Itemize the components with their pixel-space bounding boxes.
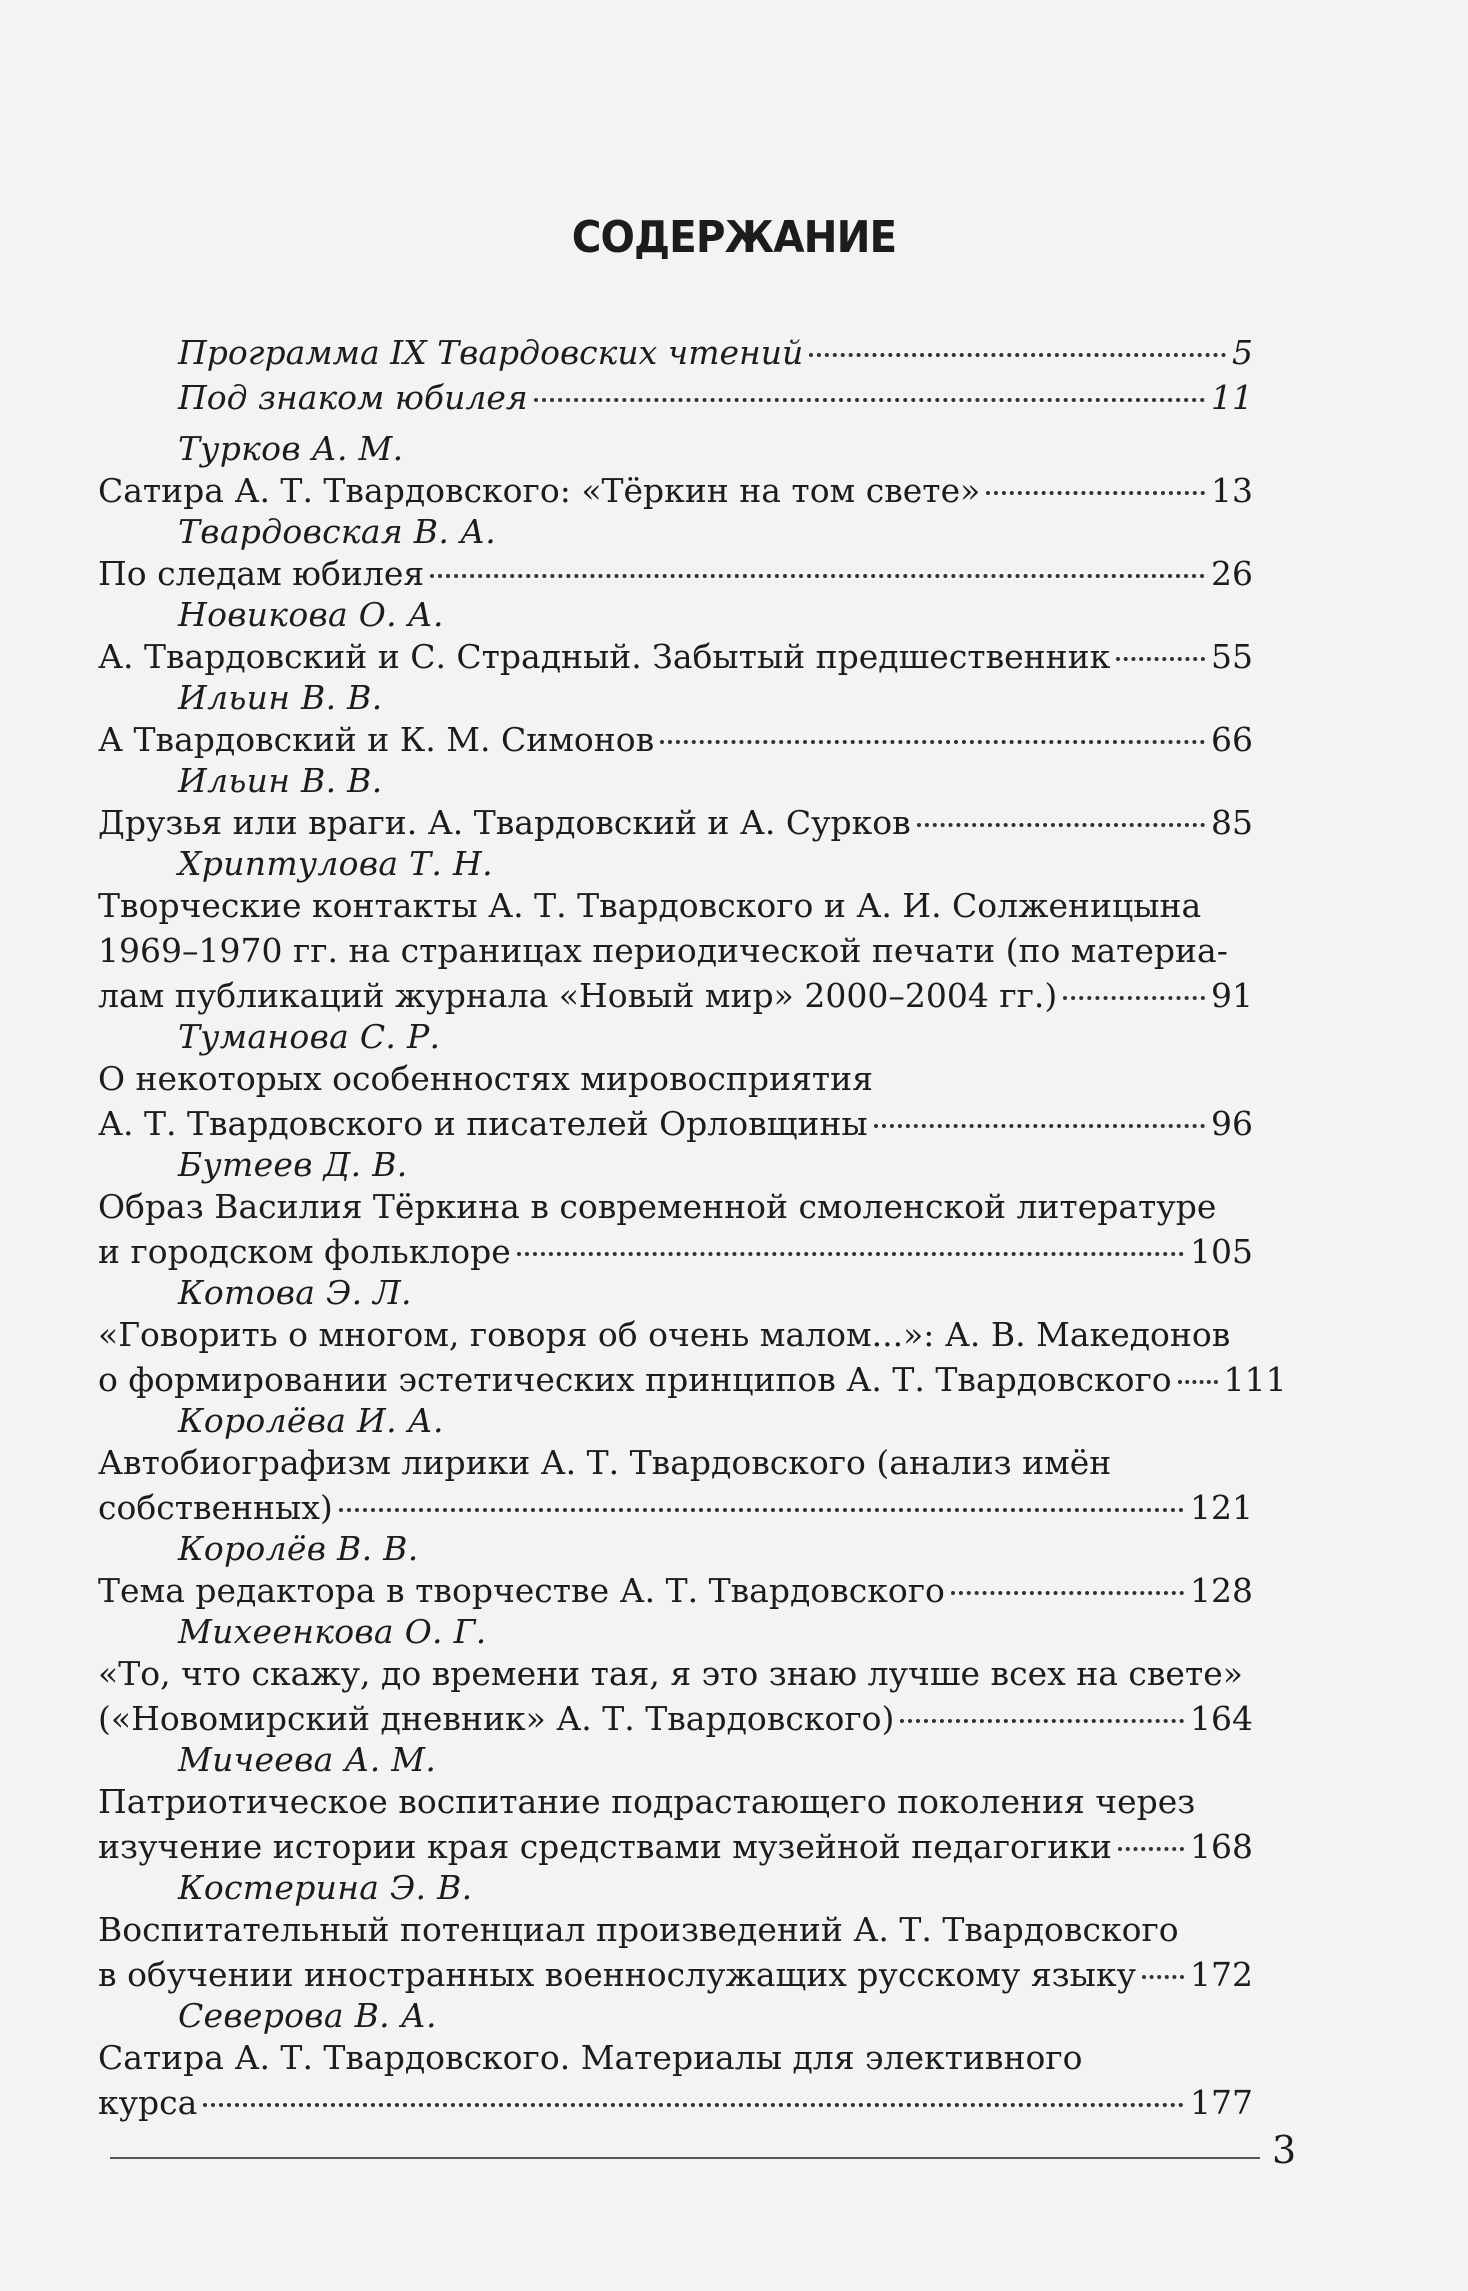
entry-page: 105 xyxy=(1190,1232,1253,1271)
entry-title-line: Патриотическое воспитание подрастающего поколения через xyxy=(98,1782,1196,1821)
entry-title: («Новомирский дневник» А. Т. Твардовского) xyxy=(98,1699,895,1738)
entry-title-line: «То, что скажу, до времени тая, я это знаю лучше всех на свете» xyxy=(98,1654,1243,1693)
entry-author: Котова Э. Л. xyxy=(178,1273,412,1312)
entry-title-line: Автобиографизм лирики А. Т. Твардовского (анализ имён xyxy=(98,1443,1112,1482)
entry-title: и городском фольклоре xyxy=(98,1232,511,1271)
entry-author: Мичеева А. М. xyxy=(178,1740,437,1779)
entry-title: По следам юбилея xyxy=(98,554,425,593)
entry-title: А. Твардовский и С. Страдный. Забытый предшественник xyxy=(98,637,1111,676)
dot-leader xyxy=(534,398,1205,402)
entry-author: Туманова С. Р. xyxy=(178,1017,441,1056)
entry-page: 85 xyxy=(1211,803,1253,842)
entry-author: Ильин В. В. xyxy=(178,678,383,717)
entry-author: Королёв В. В. xyxy=(178,1529,419,1568)
entry-title-line: Воспитательный потенциал произведений А. Т. Твардовского xyxy=(98,1910,1179,1949)
entry-title-line: О некоторых особенностях мировосприятия xyxy=(98,1059,873,1098)
dot-leader xyxy=(917,823,1205,827)
entry-author: Ильин В. В. xyxy=(178,761,383,800)
entry-title: изучение истории края средствами музейной педагогики xyxy=(98,1827,1112,1866)
dot-leader xyxy=(1118,1847,1184,1851)
entry-author: Королёва И. А. xyxy=(178,1401,444,1440)
entry-page: 128 xyxy=(1190,1571,1253,1610)
page-title: СОДЕРЖАНИЕ xyxy=(571,212,897,263)
entry-title: собственных) xyxy=(98,1488,333,1527)
toc-entry[interactable] xyxy=(98,1357,1287,1402)
entry-title: лам публикаций журнала «Новый мир» 2000–2004 гг.) xyxy=(98,976,1058,1015)
toc-entry[interactable] xyxy=(98,634,1253,679)
dot-leader xyxy=(203,2103,1184,2107)
toc-entry[interactable] xyxy=(98,2080,1253,2125)
dot-leader xyxy=(1063,996,1205,1000)
entry-title: А. Т. Твардовского и писателей Орловщины xyxy=(98,1104,868,1143)
toc-entry[interactable] xyxy=(98,1229,1253,1274)
dot-leader xyxy=(430,574,1205,578)
entry-page: 91 xyxy=(1211,976,1253,1015)
toc-entry[interactable] xyxy=(98,375,1253,420)
dot-leader xyxy=(900,1719,1184,1723)
toc-entry[interactable] xyxy=(98,1101,1253,1146)
entry-page: 121 xyxy=(1190,1488,1253,1527)
entry-page: 111 xyxy=(1223,1360,1287,1399)
dot-leader xyxy=(951,1591,1184,1595)
entry-author: Турков А. М. xyxy=(178,429,404,468)
table-of-contents xyxy=(98,330,1287,2125)
entry-title-line: 1969–1970 гг. на страницах периодической печати (по материа- xyxy=(98,931,1228,970)
entry-author: Северова В. А. xyxy=(178,1996,437,2035)
dot-leader xyxy=(339,1508,1184,1512)
toc-entry[interactable] xyxy=(98,468,1253,513)
entry-title-line: «Говорить о многом, говоря об очень малом...»: А. В. Македонов xyxy=(98,1315,1231,1354)
toc-entry[interactable] xyxy=(98,973,1253,1018)
dot-leader xyxy=(1116,657,1205,661)
page-number: 3 xyxy=(1272,2128,1297,2172)
dot-leader xyxy=(809,353,1226,357)
entry-title: Друзья или враги. А. Твардовский и А. Сурков xyxy=(98,803,911,842)
dot-leader xyxy=(986,491,1205,495)
entry-title-line: Творческие контакты А. Т. Твардовского и А. И. Солженицына xyxy=(98,886,1202,925)
entry-title: Сатира А. Т. Твардовского: «Тёркин на том свете» xyxy=(98,471,981,510)
entry-page: 172 xyxy=(1190,1955,1253,1994)
entry-title: Программа IX Твардовских чтений xyxy=(178,333,804,372)
entry-page: 55 xyxy=(1211,637,1253,676)
toc-entry[interactable] xyxy=(98,330,1253,375)
toc-entry[interactable] xyxy=(98,1568,1253,1613)
entry-page: 13 xyxy=(1211,471,1253,510)
toc-entry[interactable] xyxy=(98,1696,1253,1741)
entry-title-line: Образ Василия Тёркина в современной смоленской литературе xyxy=(98,1187,1217,1226)
entry-author: Бутеев Д. В. xyxy=(178,1145,408,1184)
toc-entry[interactable] xyxy=(98,717,1253,762)
entry-title: А Твардовский и К. М. Симонов xyxy=(98,720,655,759)
entry-page: 164 xyxy=(1190,1699,1253,1738)
toc-entry[interactable] xyxy=(98,551,1253,596)
toc-entry[interactable] xyxy=(98,1952,1253,1997)
entry-author: Твардовская В. А. xyxy=(178,512,497,551)
entry-page: 5 xyxy=(1232,333,1253,372)
entry-page: 96 xyxy=(1211,1104,1253,1143)
entry-title: в обучении иностранных военнослужащих русскому языку xyxy=(98,1955,1136,1994)
entry-page: 177 xyxy=(1190,2083,1253,2122)
entry-title: о формировании эстетических принципов А. Т. Твардовского xyxy=(98,1360,1172,1399)
entry-page: 66 xyxy=(1211,720,1253,759)
footer-rule xyxy=(110,2157,1260,2159)
entry-author: Михеенкова О. Г. xyxy=(178,1612,487,1651)
dot-leader xyxy=(660,740,1205,744)
dot-leader xyxy=(517,1252,1184,1256)
entry-author: Хриптулова Т. Н. xyxy=(178,844,493,883)
entry-title: Тема редактора в творчестве А. Т. Твардовского xyxy=(98,1571,945,1610)
entry-author: Новикова О. А. xyxy=(178,595,444,634)
dot-leader xyxy=(1142,1975,1184,1979)
dot-leader xyxy=(874,1124,1205,1128)
entry-title-line: Сатира А. Т. Твардовского. Материалы для элективного xyxy=(98,2038,1083,2077)
entry-page: 168 xyxy=(1190,1827,1253,1866)
entry-author: Костерина Э. В. xyxy=(178,1868,473,1907)
entry-page: 26 xyxy=(1211,554,1253,593)
toc-entry[interactable] xyxy=(98,1485,1253,1530)
entry-title: курса xyxy=(98,2083,198,2122)
toc-entry[interactable] xyxy=(98,1824,1253,1869)
toc-entry[interactable] xyxy=(98,800,1253,845)
dot-leader xyxy=(1178,1380,1218,1384)
entry-title: Под знаком юбилея xyxy=(178,378,528,417)
entry-page: 11 xyxy=(1211,378,1253,417)
